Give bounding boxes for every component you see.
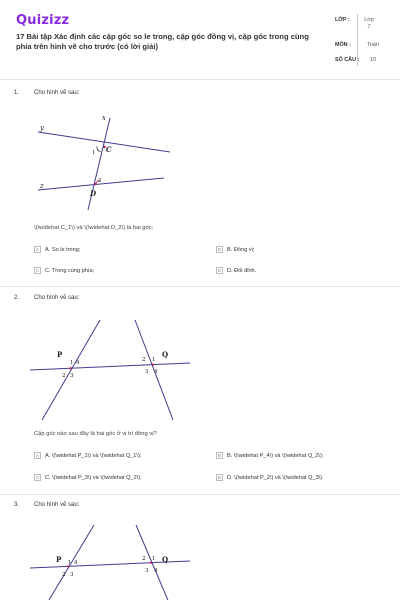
option-text: C. \(\widehat P_3\) và \(\widehat Q_2\); <box>45 474 142 481</box>
question-1-divider <box>0 286 400 287</box>
label-q3: 3 <box>145 568 149 574</box>
option-text: B. \(\widehat P_4\) và \(\widehat Q_2\); <box>227 452 324 459</box>
question-3-number: 3. <box>14 502 20 508</box>
question-3-prompt: Cho hình vẽ sau: <box>34 502 80 508</box>
document-header <box>0 0 400 78</box>
label-q2: 2 <box>142 556 146 562</box>
question-1-number: 1. <box>14 90 20 96</box>
line-through-p <box>42 320 100 420</box>
option-letter-box: A <box>35 453 39 458</box>
label-p4: 4 <box>74 560 78 566</box>
label-p1: 1 <box>68 560 72 566</box>
parallel-lines-diagram-2 <box>30 315 200 425</box>
question-3-figure <box>30 520 200 600</box>
option-letter-box: B <box>217 247 221 252</box>
document-title: 17 Bài tập Xác định các cặp góc so le trong, cặp góc đồng vị, cặp góc trong cùng phía trên hình vẽ cho trước (có lời giải) <box>16 32 309 51</box>
meta-class-label: LỚP : <box>335 17 350 23</box>
quizizz-logo: Quizizz <box>16 13 70 28</box>
question-2-prompt: Cho hình vẽ sau: <box>34 295 80 301</box>
point-q <box>152 364 154 366</box>
label-c: C <box>106 145 112 154</box>
label-p: P <box>57 350 63 359</box>
label-z: z <box>40 182 44 190</box>
label-p1: 1 <box>70 360 74 366</box>
label-q: Q <box>162 555 169 564</box>
label-x: x <box>102 114 106 122</box>
label-q4: 4 <box>154 369 158 375</box>
question-2-divider <box>0 494 400 495</box>
label-p4: 4 <box>76 360 80 366</box>
option-letter-box: B <box>217 453 221 458</box>
option-letter-box: D <box>217 268 222 273</box>
label-p: P <box>56 555 62 564</box>
parallel-lines-diagram-1 <box>30 110 175 210</box>
label-d: D <box>90 189 97 198</box>
option-letter-box: A <box>35 247 39 252</box>
question-2-number: 2. <box>14 295 20 301</box>
question-2-figure <box>30 315 200 425</box>
question-1-option-a[interactable] <box>34 246 80 253</box>
option-text: D. \(\widehat P_2\) và \(\widehat Q_3\). <box>227 474 324 481</box>
question-1-option-d[interactable] <box>216 267 256 274</box>
question-1-option-b[interactable] <box>216 246 254 253</box>
transversal-line <box>30 363 190 370</box>
meta-subject-label: MÔN : <box>335 42 351 48</box>
option-text: D. Đối đỉnh. <box>227 267 257 274</box>
label-p2: 2 <box>62 373 66 379</box>
label-q1: 1 <box>152 556 156 562</box>
label-angle-1: 1 <box>92 150 96 156</box>
option-text: C. Trong cùng phía; <box>45 267 95 274</box>
point-d <box>94 183 96 185</box>
option-text: B. Đồng vị; <box>227 246 255 253</box>
meta-class-value: Lớp 7 <box>364 17 374 30</box>
angle-c1-arc-inner <box>97 148 99 151</box>
label-q1: 1 <box>152 357 156 363</box>
label-p3: 3 <box>70 373 74 379</box>
label-p3: 3 <box>70 572 74 578</box>
label-q: Q <box>162 350 169 359</box>
document-meta <box>335 0 400 70</box>
parallel-lines-diagram-3 <box>30 520 200 600</box>
option-text: A. \(\widehat P_1\) và \(\widehat Q_1\); <box>45 452 142 459</box>
meta-subject-value: Toán <box>367 42 379 48</box>
question-1-option-c[interactable] <box>34 267 94 274</box>
option-text: A. So le trong; <box>45 246 81 253</box>
option-letter-box: D <box>217 475 222 480</box>
label-q4: 4 <box>154 568 158 574</box>
label-q3: 3 <box>145 369 149 375</box>
meta-count-value: 10 <box>370 57 376 63</box>
question-2-option-c[interactable] <box>34 474 142 481</box>
label-q2: 2 <box>142 357 146 363</box>
label-angle-2: 2 <box>98 178 102 184</box>
question-1-prompt: Cho hình vẽ sau: <box>34 90 80 96</box>
point-p <box>69 367 71 369</box>
meta-count-label: SỐ CÂU : <box>335 57 360 63</box>
option-letter-box: C <box>35 268 40 273</box>
question-1-figure <box>30 110 175 210</box>
label-p2: 2 <box>62 572 66 578</box>
header-divider <box>0 79 400 80</box>
question-2-option-d[interactable] <box>216 474 324 481</box>
question-2-option-b[interactable] <box>216 452 323 459</box>
option-letter-box: C <box>35 475 40 480</box>
question-2-option-a[interactable] <box>34 452 141 459</box>
question-1-stem: \(\widehat C_1\) và \(\widehat D_2\) là hai góc: <box>34 225 154 231</box>
label-y: y <box>40 124 44 132</box>
question-2-stem: Cặp góc nào sau đây là hai góc ở vị trí đồng vị? <box>34 431 157 437</box>
